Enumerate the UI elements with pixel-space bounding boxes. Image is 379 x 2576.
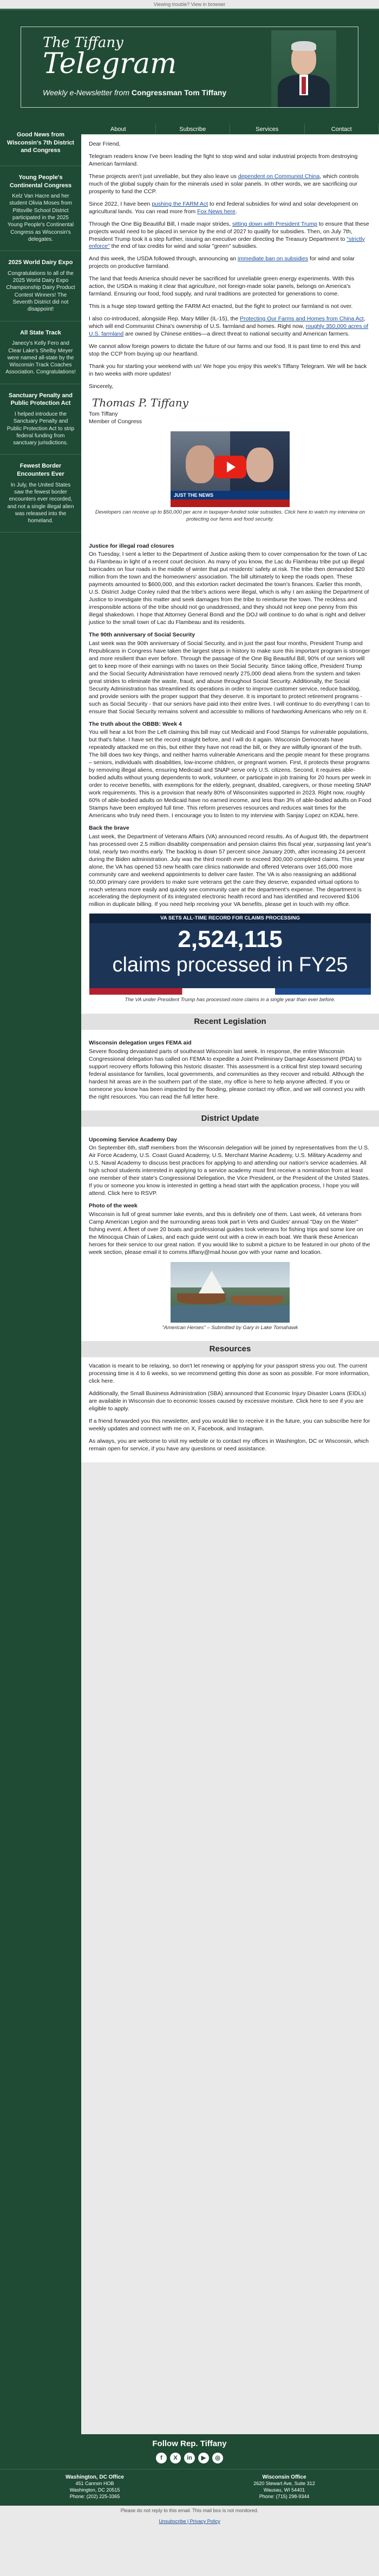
body-layout	[0, 123, 379, 2434]
resources-paragraph-1: Vacation is meant to be relaxing, so don't let renewing or applying for your passport stress you out. The current processing time is 4 to 6 weeks, so we recommend getting this done as soon as possible. For more information, click here.	[89, 1363, 370, 1385]
masthead-frame	[21, 27, 358, 108]
video-person-left	[186, 445, 215, 483]
text: These projects aren't just unreliable, but they also leave us	[89, 173, 237, 180]
resources-paragraph-3: If a friend forwarded you this newsletter, and you would like to receive it in the future, you can subscribe here for weekly updates and connect with me on X, Facebook, and Instagram.	[89, 1418, 370, 1432]
nav-about[interactable]: About	[81, 123, 156, 134]
masthead	[0, 9, 379, 123]
article-body: Last week, the Department of Veterans Affairs (VA) announced record results. As of August 9th, the department has processed over 2.5 million disability compensation and pension claims this fiscal year, surpassing last year's total, nearly two months early. The backlog is down 57 percent since January 20th, after increasing 24 percent during the Biden administration. July was the third month ever to exceed 300,000 completed claims. This year alone, the VA has opened 53 new health care clinics nationwide and offered Veterans over 165,000 more community care and weekend appointments to deliver care faster. The VA is also reassigning an additional 50,000 primary care providers to make sure veterans get the care they deserve, expanded virtual options to reach veterans more easily and quickly see community care at the department's expense. The department is accelerating the deployment of its integrated electronic health record and has identified and recovered $106 million in duplicate billing. If you need help receiving your VA benefits, please get in touch with my office.	[89, 833, 371, 908]
service-academy-body: On September 6th, staff members from the Wisconsin delegation will be joined by representatives from the U.S. Air Force Academy, U.S. Coast Guard Academy, U.S. Merchant Marine Academy, U.S. Military Academy and U.S. Naval Academy to discuss best practices for applying to and attending our nation's service academies. All high school students interested in applying to a service academy must first receive a nomination from at least one member of their state's Congressional Delegation, the Vice President, or the President of the United States. If you or someone you know is interested in getting a head start with the application process, I hope you will attend. Click here to RSVP.	[89, 1145, 370, 1197]
intro-paragraph-5	[89, 255, 371, 271]
sidebar-block-border-encounters	[0, 455, 81, 533]
photo-of-week-image	[171, 1262, 290, 1323]
usda-ban-link[interactable]: immediate ban on subsidies	[237, 255, 309, 262]
office-name: Wisconsin Office	[262, 2474, 306, 2480]
intro-paragraph-7: This is a huge step toward getting the FARM Act enacted, but the fight to protect our farmland is not over.	[89, 303, 353, 310]
office-wisconsin	[190, 2474, 379, 2500]
sidebar-text: I helped introduce the Sanctuary Penalty and Public Protection Act to strip federal funding from sanctuary jurisdictions.	[6, 411, 75, 446]
play-button-icon[interactable]	[214, 456, 246, 478]
sidebar-heading: Young People's Continental Congress	[9, 174, 72, 189]
masthead-title: Telegram	[43, 48, 177, 80]
text: , which controls much of the global supply chain for the minerals used in solar panels. In other words, we are sacrificing our prosperity to fund the CCP.	[89, 173, 359, 195]
office-line: 2620 Stewart Ave, Suite 312	[253, 2481, 315, 2487]
offices	[0, 2469, 379, 2506]
text: are owned by Chinese entities—a direct threat to national security and American farmers.	[125, 331, 350, 338]
sidebar-heading: Sanctuary Penalty and Public Protection Act	[9, 392, 73, 407]
text: I also co-introduced, alongside Rep. Mary Miller (IL-15), the	[89, 316, 239, 323]
intro-letter	[81, 135, 379, 533]
sidebar-block-continental-congress	[0, 166, 81, 251]
portrait-tie	[302, 77, 306, 94]
nav-subscribe[interactable]: Subscribe	[156, 123, 231, 134]
resources	[81, 1357, 379, 1462]
sidebar-heading: All State Track	[20, 329, 61, 336]
follow-title: Follow Rep. Tiffany	[152, 2439, 227, 2448]
intro-paragraph-9: We cannot allow foreign powers to dictate the future of our farms and our food. It is past time to end this and stop the CCP from buying up our heartland.	[89, 343, 361, 357]
portrait-hair	[291, 41, 316, 51]
interview-video-thumbnail[interactable]	[171, 431, 290, 507]
follow-section	[0, 2434, 379, 2469]
sidebar	[0, 123, 81, 2434]
youtube-icon[interactable]: ▶	[198, 2453, 209, 2463]
fox-news-link[interactable]: Fox News here	[197, 208, 236, 215]
sidebar-block-sanctuary-act	[0, 384, 81, 455]
article-body: On Tuesday, I sent a letter to the Department of Justice asking them to cover compensation for the town of Lac du Flambeau in light of a recent court decision. As many of you know, the Lac du Flambeau tribe put up illegal barricades on four roads in the middle of winter that put residents' safety at risk. The tribe then demanded $20 million from the town and the homeowners' association. The bill ultimately to keep the roads open. These payments amounted to $600,000, and this extortion racket decimated the town's finances. Earlier this month, U.S. District Judge Conley ruled that the tribe's actions were illegal, which is why I am asking the Department of Justice to investigate this matter and seek damages from the tribe to reimburse the town. The reckless and irresponsible actions of the tribe should not go unaddressed, and they should not keep one penny from this illegal shakedown. I hope that Attorney General Bondi and the DOJ will continue to do what is right and deliver justice to the small town of Lac du Flambeau and its residents.	[89, 551, 369, 626]
text: for wind and solar projects on productive farmland.	[89, 255, 355, 270]
view-in-browser-link[interactable]: Viewing trouble? View in browser	[153, 2, 226, 7]
text: Through the One Big Beautiful Bill, I made major strides,	[89, 220, 231, 227]
district-update	[81, 1127, 379, 1342]
office-line: Phone: (202) 225-3365	[69, 2494, 120, 2500]
office-line: 451 Cannon HOB	[75, 2481, 114, 2487]
farm-act-link[interactable]: pushing the FARM Act	[152, 200, 208, 207]
masthead-subtitle-pre: Weekly e-Newsletter from	[43, 88, 130, 97]
sidebar-text: Congratulations to all of the 2025 World Dairy Expo Championship Dairy Product Contest Winners! The Seventh District did not disappoint!	[6, 270, 75, 313]
president-trump-link[interactable]: sitting down with President Trump	[232, 220, 317, 227]
article-title: Back the brave	[89, 824, 129, 831]
sidebar-block-dairy-expo	[0, 251, 81, 321]
video-caption[interactable]: Developers can receive up to $50,000 per acre in taxpayer-funded solar subsidies. Click here to watch my interview on protecting our farms and food security.	[95, 509, 365, 522]
va-claims-number: 2,524,115	[178, 926, 283, 953]
text: the end of tax credits for wind and solar "green" subsidies.	[111, 243, 258, 250]
sidebar-heading: Good News from Wisconsin's 7th District and Congress	[6, 132, 75, 154]
social-icons	[0, 2453, 379, 2463]
sidebar-block-all-state-track	[0, 321, 81, 384]
intro-paragraph-1: Telegram readers know I've been leading the fight to stop wind and solar industrial projects from destroying American farmland.	[89, 153, 358, 167]
articles	[81, 533, 379, 1014]
signature: Thomas P. Tiffany	[92, 396, 188, 409]
sidebar-heading: 2025 World Dairy Expo	[8, 259, 73, 266]
footer-note: Please do not reply to this email. This mail box is not monitored.	[120, 2508, 259, 2514]
flag-stripe	[89, 988, 371, 995]
sidebar-block-good-news	[0, 123, 81, 166]
intro-paragraph-8	[89, 316, 371, 338]
protecting-farms-act-link[interactable]: Protecting Our Farms and Homes from China Act	[239, 316, 364, 323]
section-recent-legislation: Recent Legislation	[81, 1014, 379, 1030]
strictly-enforce-link[interactable]: "strictly enforce"	[89, 235, 365, 250]
photo-tent	[199, 1271, 225, 1293]
signer-role: Member of Congress	[89, 418, 142, 425]
photo-boat	[177, 1293, 226, 1304]
unsubscribe-link[interactable]: Unsubscribe | Privacy Policy	[159, 2519, 220, 2525]
intro-paragraph-4	[89, 221, 371, 251]
china-dependence-link[interactable]: dependent on Communist China	[238, 173, 320, 180]
resources-paragraph-2: Additionally, the Small Business Administration (SBA) announced that Economic Injury Disaster Loans (EIDLs) are available in Wisconsin due to economic losses caused by excessive moisture. Click here to see if you are eligible to apply.	[89, 1390, 367, 1412]
office-line: Phone: (715) 298-9344	[259, 2494, 310, 2500]
main-column	[81, 123, 379, 1462]
video-person-right	[246, 448, 273, 482]
photo-of-week-title: Photo of the week	[89, 1202, 138, 1210]
article-body: Last week was the 90th anniversary of Social Security, and in just the past four months, President Trump and Republicans in Congress have taken the largest steps in history to make sure this important program is stronger and more resilient than ever before. Through the passage of the One Big Beautiful Bill, 90% of our seniors will get to keep more of their earnings with no taxes on their Social Security. Since taking office, President Trump and the Social Security Administration have removed nearly 275,000 dead aliens from the system and taken great strides to eliminate the waste, fraud, and abuse throughout Social Security. Additionally, the Social Security Administration has streamlined its operations in order to improve customer service, reduce backlog, and provide seniors with the proper support that they deserve. It is important to protect retirement programs - such as Social Security - that our seniors have paid into their entire lives. I will continue to do everything I can to ensure that Social Security remains solvent and accessible to millions of hardworking Americans who rely on it.	[89, 640, 370, 715]
text: to end federal subsidies for wind and solar development on agricultural lands. You can read more from	[89, 200, 358, 215]
intro-paragraph-2	[89, 173, 371, 196]
congressman-portrait	[271, 30, 336, 107]
resources-paragraph-4: As always, you are welcome to visit my website or to contact my offices in Washington, DC or Wisconsin, which remain open for service, if you have any questions or need assistance.	[89, 1437, 369, 1452]
photo-of-week-body: Wisconsin is full of great summer lake events, and this is definitely one of them. Last week, 44 veterans from Camp American Legion and the surrounding areas took part in Vets and Guides' annual "Day on the Water" fishing event. A fleet of over 20 boats and professional guides took veterans for fishing trips and some lore on the Minocqua Chain of Lakes, and each guide went out with a crew in each boat. We thank these American heroes for their service to our great nation. If you would like to submit a picture to be featured in our photo of the week section, please email it to comms.tiffany@mail.house.gov with your name and location.	[89, 1211, 370, 1256]
section-resources: Resources	[81, 1341, 379, 1357]
top-nav	[81, 123, 379, 135]
sidebar-text: Janecy's Kelly Fero and Clear Lake's Shelby Meyer were named all-state by the Wisconsin Track Coaches Association. Congratulations!	[5, 340, 76, 376]
intro-paragraph-10: Thank you for starting your weekend with us! We hope you enjoy this week's Tiffany Telegram. We will be back in two weeks with more updates!	[89, 363, 367, 377]
photo-water	[171, 1305, 290, 1323]
footer-links	[0, 2516, 379, 2527]
closing: Sincerely,	[89, 383, 114, 390]
intro-paragraph-3: Since 2022, I have been pushing the FARM Act to end federal subsidies for wind and solar development on agricultural lands. You can read more from Fox News here.	[89, 200, 358, 215]
text: , which will end Communist China's ownership of U.S. farmland and homes. Right now,	[89, 316, 365, 330]
sidebar-text: Kelz Van Hacre and her student Olivia Moses from Pittsville School District participated in the 2025 Young People's Continental Congress as Wisconsin's delegates.	[7, 193, 74, 242]
office-line: Wausau, WI 54401	[263, 2487, 305, 2493]
va-graphic-caption: The VA under President Trump has processed more claims in a single year than ever before.	[125, 997, 336, 1003]
article-body: You will hear a lot from the Left claiming this bill may cut Medicaid and Food Stamps for vulnerable populations, but that's false. I have set the record straight before, and I will do it again. Wisconsin Democrats have repeatedly attacked me on this, but either they have not read the bill, or they are willfully ignorant of the truth. The bill does two key things, and neither harms vulnerable Americans and the people meant for these programs – seniors, individuals with disabilities, low-income children, or pregnant women. First, it protects these programs by removing illegal aliens, ensuring Medicaid and SNAP serve only U.S. citizens. Second, it requires able-bodied adults without young dependents to work, volunteer, or participate in job training for 20 hours per week in order to receive benefits, with exemptions for the elderly, pregnant, disabled, caregivers, or those meeting SNAP work requirements. This is a provision that nearly 80% of Wisconsinites supported in 2023. Right now, roughly 60% of able-bodied adults on Medicaid have no earned income, and less than 3% of able-bodied adults on Food Stamps have been employed full time. This reform preserves resources and reduces wait times for the Americans who truly need them. I encourage you to listen to my interview with Sanjay Lopez on KDAL here.	[89, 729, 371, 819]
masthead-subtitle	[43, 88, 226, 98]
photo-caption: "American Heroes" – Submitted by Gary in Lake Tomahawk	[162, 1324, 298, 1331]
facebook-icon[interactable]: f	[156, 2453, 167, 2463]
photo-boat	[231, 1296, 283, 1305]
legislation-body: Severe flooding devastated parts of southeast Wisconsin last week. In response, the entire Wisconsin Congressional delegation has called on FEMA to expedite a Joint Preliminary Damage Assessment (PDA) to support recovery efforts following this historic disaster. This assessment is a critical first step toward securing federal assistance for families, local governments, and communities as they recover and rebuild. Although the hardest hit areas are in the southern part of the state, my office is here to help anyone affected. If you or someone you know has been impacted by the flooding, please contact my office, and we will connect you with the right resources. You can read the full letter here.	[89, 1048, 365, 1100]
office-name: Washington, DC Office	[66, 2474, 124, 2480]
va-claims-label: claims processed in FY25	[112, 954, 348, 977]
play-triangle-icon	[227, 462, 236, 472]
office-line: Washington, DC 20515	[69, 2487, 120, 2493]
masthead-subtitle-name: Congressman Tom Tiffany	[131, 88, 227, 97]
masthead-the: The Tiffany	[43, 35, 123, 51]
sidebar-heading: Fewest Border Encounters Ever	[17, 463, 64, 478]
farmland-acres-link[interactable]: roughly 350,000 acres of U.S. farmland	[89, 323, 369, 338]
newsletter	[0, 9, 379, 2527]
text: to ensure that these projects would need to be placed in service by the end of 2027 to qualify for subsidies. Then, on July 7th, President Trump took it a step further, issuing an executive order directing the Treasury Department to	[89, 220, 369, 242]
text: And this week, the USDA followed through, announcing an	[89, 255, 237, 262]
video-news-banner: JUST THE NEWS	[171, 491, 290, 500]
service-academy-title: Upcoming Service Academy Day	[89, 1136, 178, 1143]
nav-services[interactable]: Services	[230, 123, 305, 134]
article-title: The truth about the OBBB: Week 4	[89, 720, 182, 727]
sidebar-text: In July, the United States saw the fewest border encounters ever recorded, and not a single illegal alien was released into the homeland.	[7, 482, 74, 524]
nav-contact[interactable]: Contact	[305, 123, 379, 134]
x-icon[interactable]: X	[170, 2453, 181, 2463]
signer-name: Tom Tiffany	[89, 411, 118, 418]
legislation-title: Wisconsin delegation urges FEMA aid	[89, 1039, 192, 1046]
va-claims-graphic	[89, 914, 371, 995]
section-district-update: District Update	[81, 1110, 379, 1127]
linkedin-icon[interactable]: in	[184, 2453, 195, 2463]
article-title: The 90th anniversary of Social Security	[89, 632, 195, 639]
instagram-icon[interactable]: ◎	[212, 2453, 223, 2463]
text: Since 2022, I have been	[89, 200, 151, 207]
intro-paragraph-6: The land that feeds America should never be sacrificed for unreliable green energy experiments. With this action, the USDA is making it clear that agriculture, not foreign-made solar panels, belongs on America's farmland. Ensuring our food, food supply, and rural traditions are protected for generations to come.	[89, 275, 355, 298]
video-ticker	[171, 500, 290, 507]
article-title: Justice for illegal road closures	[89, 542, 174, 549]
office-dc	[0, 2474, 190, 2500]
greeting: Dear Friend,	[89, 141, 121, 147]
va-graphic-header: VA SETS ALL-TIME RECORD FOR CLAIMS PROCESSING	[89, 914, 371, 923]
recent-legislation	[81, 1030, 379, 1110]
